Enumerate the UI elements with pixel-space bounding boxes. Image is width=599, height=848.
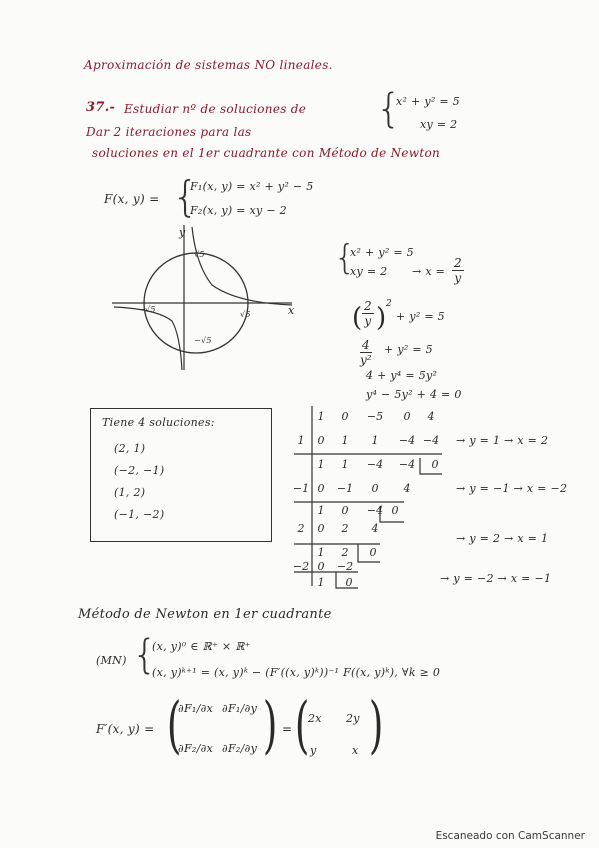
graph-neg-sqrt5-left: −√5 xyxy=(138,305,156,314)
newton-brace: { xyxy=(132,632,158,678)
ruffini-r3-m0: 0 xyxy=(317,522,325,535)
ruffini-r4-label: −2 xyxy=(292,560,310,573)
ruffini-r2-m0: 0 xyxy=(317,482,325,495)
ruffini-r1-rem: 0 xyxy=(431,458,439,471)
problem-number: 37.- xyxy=(86,100,116,115)
newton-line-1: (x, y)⁰ ∈ ℝ⁺ × ℝ⁺ xyxy=(152,640,251,653)
ruffini-r1-label: 1 xyxy=(297,434,305,447)
algebra-brace: { xyxy=(334,238,356,278)
step4: y⁴ − 5y² + 4 = 0 xyxy=(366,388,462,401)
system-brace: { xyxy=(376,86,402,132)
ruffini-lines xyxy=(294,406,454,586)
ruffini-r0-c4: 4 xyxy=(427,410,435,423)
ruffini-r1-m3: −4 xyxy=(398,434,416,447)
graph-sqrt5-right: √5 xyxy=(240,310,251,319)
jacobian-lhs: F′(x, y) = xyxy=(96,722,155,736)
ruffini-r0-c0: 1 xyxy=(317,410,325,423)
step1-exp: 2 xyxy=(386,299,393,309)
jacobian-r12: 2y xyxy=(346,712,360,725)
algebra-step1-frac xyxy=(362,299,374,328)
ruffini-r4-m0: 0 xyxy=(317,560,325,573)
system-eq-2: xy = 2 xyxy=(420,118,458,131)
ruffini-r2-s0: 1 xyxy=(317,504,325,517)
ruffini-r2-s1: 0 xyxy=(341,504,349,517)
problem-text-3: soluciones en el 1er cuadrante con Método de Newton xyxy=(92,146,441,160)
ruffini-r2-result: → y = −1 → x = −2 xyxy=(456,482,568,495)
step1-den: y xyxy=(364,314,372,328)
jacobian-m11: ∂F₁/∂x xyxy=(178,702,214,715)
newton-line-2: (x, y)ᵏ⁺¹ = (x, y)ᵏ − (F′((x, y)ᵏ))⁻¹ F((x, y)ᵏ), ∀k ≥ 0 xyxy=(152,666,441,679)
graph-sketch xyxy=(112,225,302,370)
solution-item-2: (−2, −1) xyxy=(114,464,165,477)
ruffini-r2-s2: −4 xyxy=(366,504,384,517)
jacobian-eq: = xyxy=(282,722,293,736)
ruffini-r3-m1: 2 xyxy=(341,522,349,535)
paren-open: ( xyxy=(352,303,363,333)
page-title: Aproximación de sistemas NO lineales. xyxy=(84,58,333,72)
jacobian-m21: ∂F₂/∂x xyxy=(178,742,214,755)
ruffini-r1-s3: −4 xyxy=(398,458,416,471)
function-f1: F₁(x, y) = x² + y² − 5 xyxy=(190,180,314,193)
ruffini-r4-s0: 1 xyxy=(317,576,325,589)
jacobian-m12: ∂F₁/∂y xyxy=(222,702,258,715)
step3: 4 + y⁴ = 5y² xyxy=(366,369,438,382)
algebra-step2-frac xyxy=(360,338,372,367)
solutions-heading: Tiene 4 soluciones: xyxy=(102,416,215,429)
algebra-frac-x xyxy=(452,256,464,285)
function-lhs: F(x, y) = xyxy=(104,192,160,206)
ruffini-r1-result: → y = 1 → x = 2 xyxy=(456,434,549,447)
solution-item-1: (2, 1) xyxy=(114,442,146,455)
ruffini-r1-m2: 1 xyxy=(371,434,379,447)
graph-y-label: y xyxy=(179,226,186,239)
frac-num: 2 xyxy=(454,256,462,270)
ruffini-r3-s0: 1 xyxy=(317,546,325,559)
function-f2: F₂(x, y) = xy − 2 xyxy=(190,204,287,217)
ruffini-r1-m4: −4 xyxy=(422,434,440,447)
ruffini-r2-rem: 0 xyxy=(391,504,399,517)
solution-item-4: (−1, −2) xyxy=(114,508,165,521)
graph-neg-sqrt5-bottom: −√5 xyxy=(194,336,212,345)
ruffini-r2-m2: 0 xyxy=(371,482,379,495)
jacobian-left-paren: ( xyxy=(166,688,182,761)
ruffini-r2-label: −1 xyxy=(292,482,310,495)
step1-num: 2 xyxy=(364,299,372,313)
result-right-paren: ) xyxy=(368,688,384,761)
problem-text-1: Estudiar nº de soluciones de xyxy=(124,102,307,116)
jacobian-r21: y xyxy=(310,744,317,757)
step2-den: y² xyxy=(360,353,372,367)
ruffini-r3-rem: 0 xyxy=(369,546,377,559)
ruffini-r4-result: → y = −2 → x = −1 xyxy=(440,572,552,585)
ruffini-r4-rem: 0 xyxy=(345,576,353,589)
jacobian-r22: x xyxy=(352,744,359,757)
newton-heading: Método de Newton en 1er cuadrante xyxy=(78,607,332,622)
ruffini-r2-m1: −1 xyxy=(336,482,354,495)
graph-x-label: x xyxy=(288,304,295,317)
algebra-sys-1: x² + y² = 5 xyxy=(350,246,414,259)
ruffini-r3-m2: 4 xyxy=(371,522,379,535)
ruffini-r1-m1: 1 xyxy=(341,434,349,447)
solution-item-3: (1, 2) xyxy=(114,486,146,499)
system-eq-1: x² + y² = 5 xyxy=(396,95,460,108)
frac-den: y xyxy=(454,271,462,285)
ruffini-r1-s2: −4 xyxy=(366,458,384,471)
problem-text-2: Dar 2 iteraciones para las xyxy=(86,125,252,139)
paren-close: ) xyxy=(376,303,387,333)
step2-rest: + y² = 5 xyxy=(384,343,433,356)
ruffini-r0-c3: 0 xyxy=(403,410,411,423)
ruffini-r3-result: → y = 2 → x = 1 xyxy=(456,532,549,545)
jacobian-right-paren: ) xyxy=(262,688,278,761)
scanner-watermark: Escaneado con CamScanner xyxy=(435,830,585,842)
algebra-sys-2: xy = 2 xyxy=(350,265,388,278)
ruffini-r0-c2: −5 xyxy=(366,410,384,423)
ruffini-r4-m1: −2 xyxy=(336,560,354,573)
algebra-arrow-x: → x = xyxy=(412,265,446,278)
ruffini-r3-s1: 2 xyxy=(341,546,349,559)
ruffini-r1-s1: 1 xyxy=(341,458,349,471)
jacobian-m22: ∂F₂/∂y xyxy=(222,742,258,755)
ruffini-r3-label: 2 xyxy=(297,522,305,535)
ruffini-r0-c1: 0 xyxy=(341,410,349,423)
graph-sqrt5-top: √5 xyxy=(194,250,205,259)
jacobian-r11: 2x xyxy=(308,712,322,725)
ruffini-r1-s0: 1 xyxy=(317,458,325,471)
result-left-paren: ( xyxy=(294,688,310,761)
step2-num: 4 xyxy=(362,338,370,352)
ruffini-r1-m0: 0 xyxy=(317,434,325,447)
ruffini-r2-m3: 4 xyxy=(403,482,411,495)
newton-label: (MN) xyxy=(96,654,127,667)
function-brace: { xyxy=(172,172,199,221)
step1-rest: + y² = 5 xyxy=(396,310,445,323)
